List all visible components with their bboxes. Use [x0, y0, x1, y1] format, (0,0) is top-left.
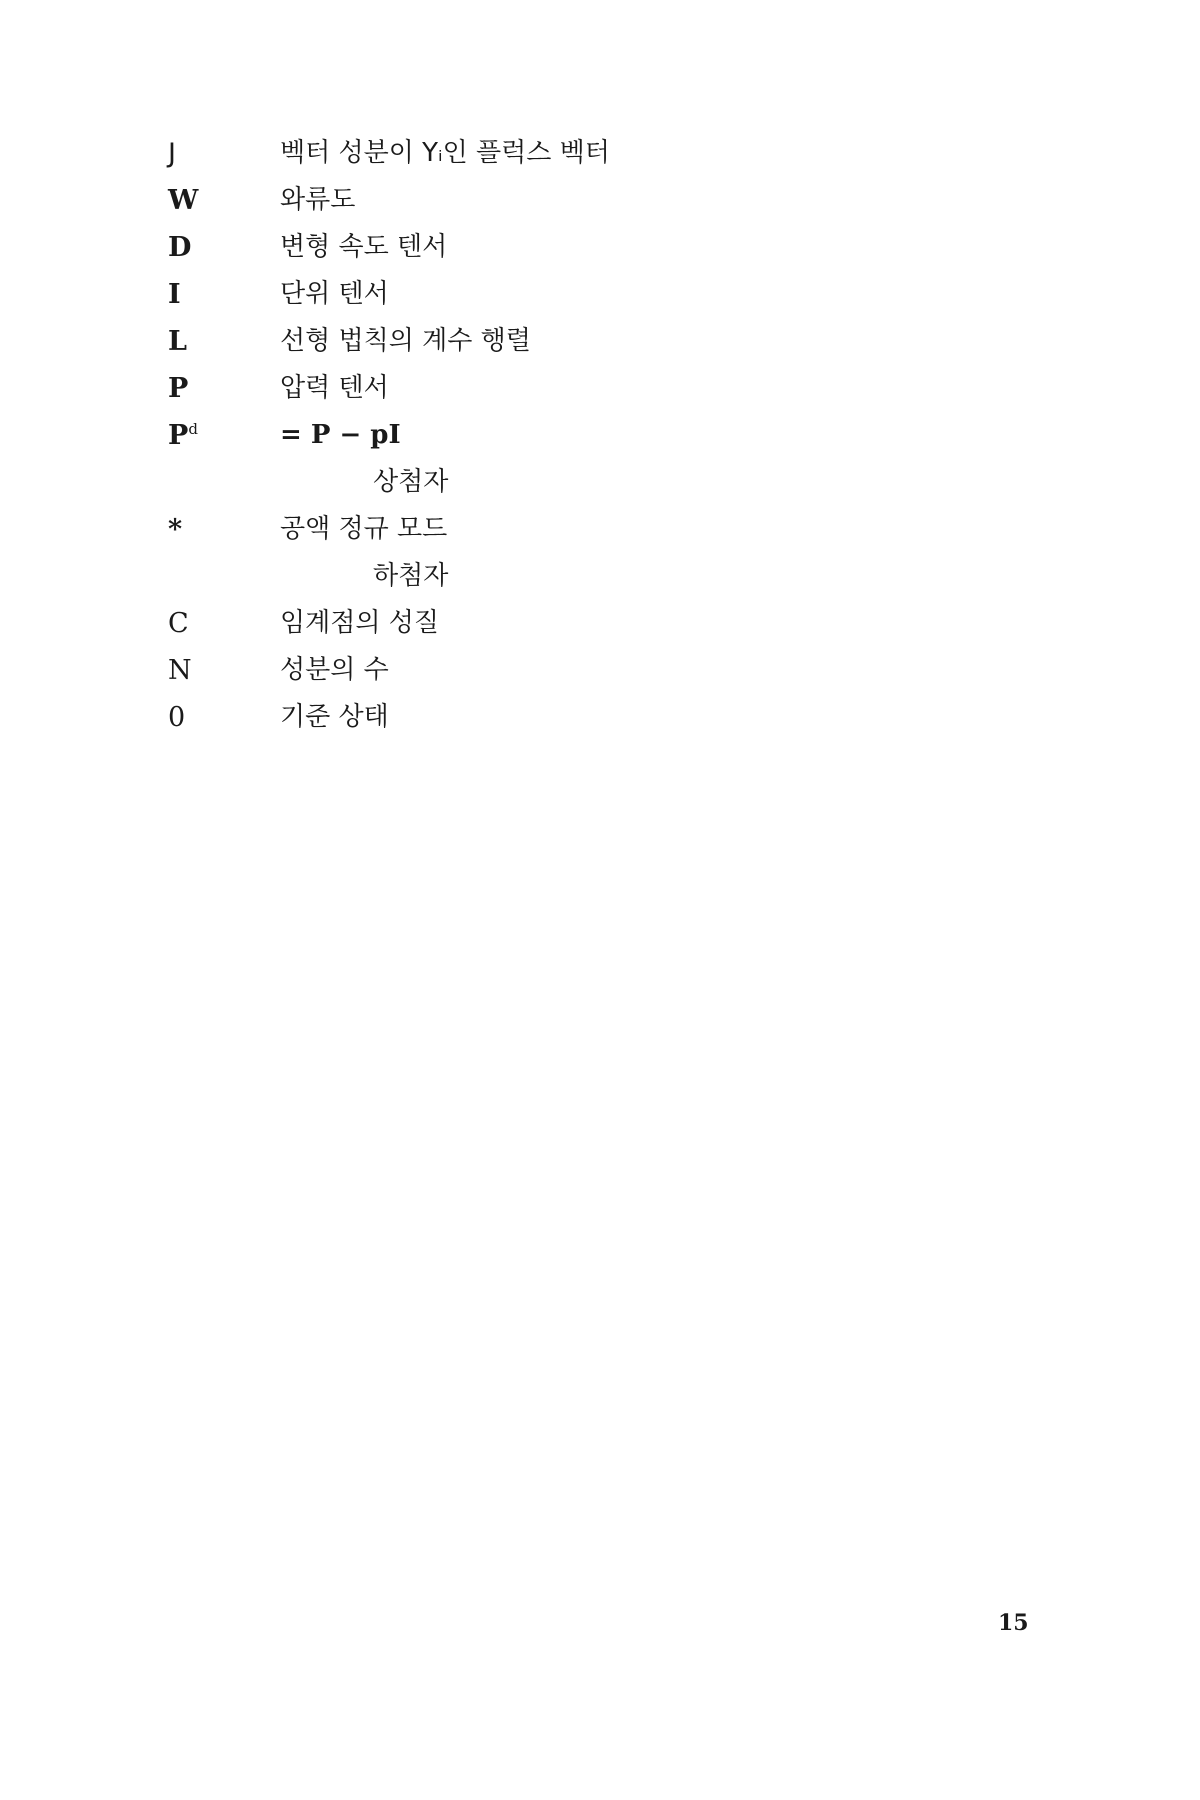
subscript-row-C — [168, 600, 868, 647]
symbol-row-J — [168, 130, 868, 177]
symbol-description: 공액 정규 모드 — [280, 514, 448, 544]
symbol: I — [168, 279, 181, 310]
symbol-description: 선형 법칙의 계수 행렬 — [280, 326, 531, 356]
subscript-row-N — [168, 647, 868, 694]
symbol-row-P — [168, 365, 868, 412]
symbol: D — [168, 232, 192, 263]
symbol-row-I — [168, 271, 868, 318]
symbol: W — [168, 185, 199, 216]
subscripts-heading: 하첨자 — [373, 561, 449, 591]
symbol: * — [168, 514, 183, 545]
symbol-description: 변형 속도 텐서 — [280, 232, 448, 262]
symbol-row-D — [168, 224, 868, 271]
symbol-description: 성분의 수 — [280, 655, 389, 685]
symbol-superscript: d — [188, 420, 198, 438]
symbol: J — [168, 138, 176, 169]
symbol-description: 기준 상태 — [280, 702, 389, 732]
superscripts-heading-row — [168, 459, 868, 506]
symbol-row-Pd — [168, 412, 868, 459]
symbol-description: 벡터 성분이 Yᵢ인 플럭스 벡터 — [280, 138, 610, 168]
superscripts-heading: 상첨자 — [373, 467, 449, 497]
subscripts-heading-row — [168, 553, 868, 600]
symbol-row-W — [168, 177, 868, 224]
symbol-description: 단위 텐서 — [280, 279, 389, 309]
symbol-row-L — [168, 318, 868, 365]
symbol — [168, 412, 268, 459]
symbol: L — [168, 326, 187, 357]
subscript-row-0 — [168, 694, 868, 741]
symbol-list — [168, 130, 868, 741]
superscript-row-star — [168, 506, 868, 553]
symbol-description: 임계점의 성질 — [280, 608, 439, 638]
symbol-base: P — [168, 420, 189, 451]
symbol-description: 와류도 — [280, 185, 356, 215]
symbol: N — [168, 655, 192, 686]
symbol-description: = P − pI — [280, 420, 401, 450]
symbol: 0 — [168, 702, 186, 733]
symbol: P — [168, 373, 189, 404]
page-number: 15 — [998, 1610, 1029, 1636]
symbol-description: 압력 텐서 — [280, 373, 389, 403]
symbol: C — [168, 608, 189, 639]
